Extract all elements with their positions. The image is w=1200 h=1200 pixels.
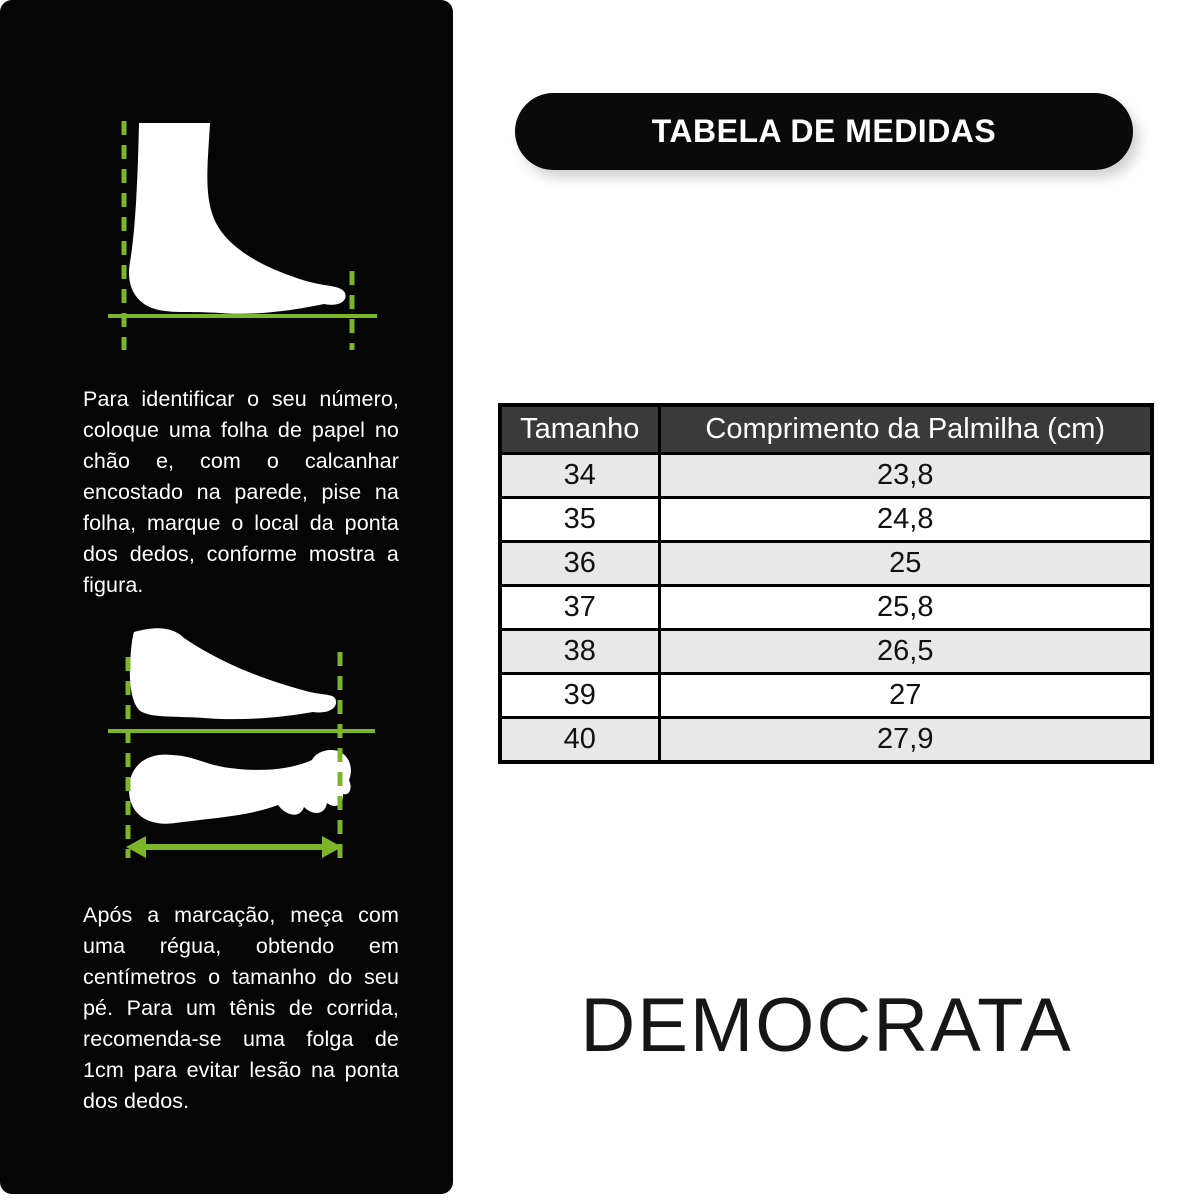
table-row	[500, 674, 1152, 718]
size-cell: 38	[500, 630, 659, 674]
length-cell: 25,8	[659, 586, 1152, 630]
foot-silhouette	[129, 123, 346, 314]
measurement-instructions-panel	[0, 0, 453, 1194]
table-row	[500, 454, 1152, 498]
size-cell: 35	[500, 498, 659, 542]
table-title: TABELA DE MEDIDAS	[651, 113, 997, 149]
foot-length-measure-diagram	[100, 622, 385, 867]
size-cell: 36	[500, 542, 659, 586]
table-row	[500, 586, 1152, 630]
length-cell: 24,8	[659, 498, 1152, 542]
footprint-silhouette	[129, 750, 351, 824]
table-header-row	[500, 405, 1152, 454]
length-cell: 25	[659, 542, 1152, 586]
length-cell: 27,9	[659, 718, 1152, 763]
size-column-header: Tamanho	[500, 405, 659, 454]
table-row	[500, 498, 1152, 542]
length-cell: 23,8	[659, 454, 1152, 498]
size-cell: 39	[500, 674, 659, 718]
table-title-pill	[515, 93, 1133, 170]
brand-logo: DEMOCRATA	[580, 983, 1073, 1068]
length-column-header: Comprimento da Palmilha (cm)	[659, 405, 1152, 454]
table-row	[500, 630, 1152, 674]
length-cell: 26,5	[659, 630, 1152, 674]
table-row	[500, 718, 1152, 763]
foot-profile-silhouette	[130, 628, 336, 719]
table-row	[500, 542, 1152, 586]
size-cell: 37	[500, 586, 659, 630]
size-table	[498, 403, 1154, 764]
instruction-text-top: Para identificar o seu número, coloque uma folha de papel no chão e, com o calcanhar encostado na parede, pise na folha, marque o local da ponta dos dedos, conforme mostra a figura.	[83, 386, 399, 597]
instruction-text-bottom: Após a marcação, meça com uma régua, obtendo em centímetros o tamanho do seu pé. Para um tênis de corrida, recomenda-se uma folga de 1cm para evitar lesão na ponta dos dedos.	[83, 902, 399, 1113]
length-arrow	[126, 836, 342, 858]
foot-side-view-diagram	[100, 108, 385, 358]
size-cell: 34	[500, 454, 659, 498]
length-cell: 27	[659, 674, 1152, 718]
size-cell: 40	[500, 718, 659, 763]
